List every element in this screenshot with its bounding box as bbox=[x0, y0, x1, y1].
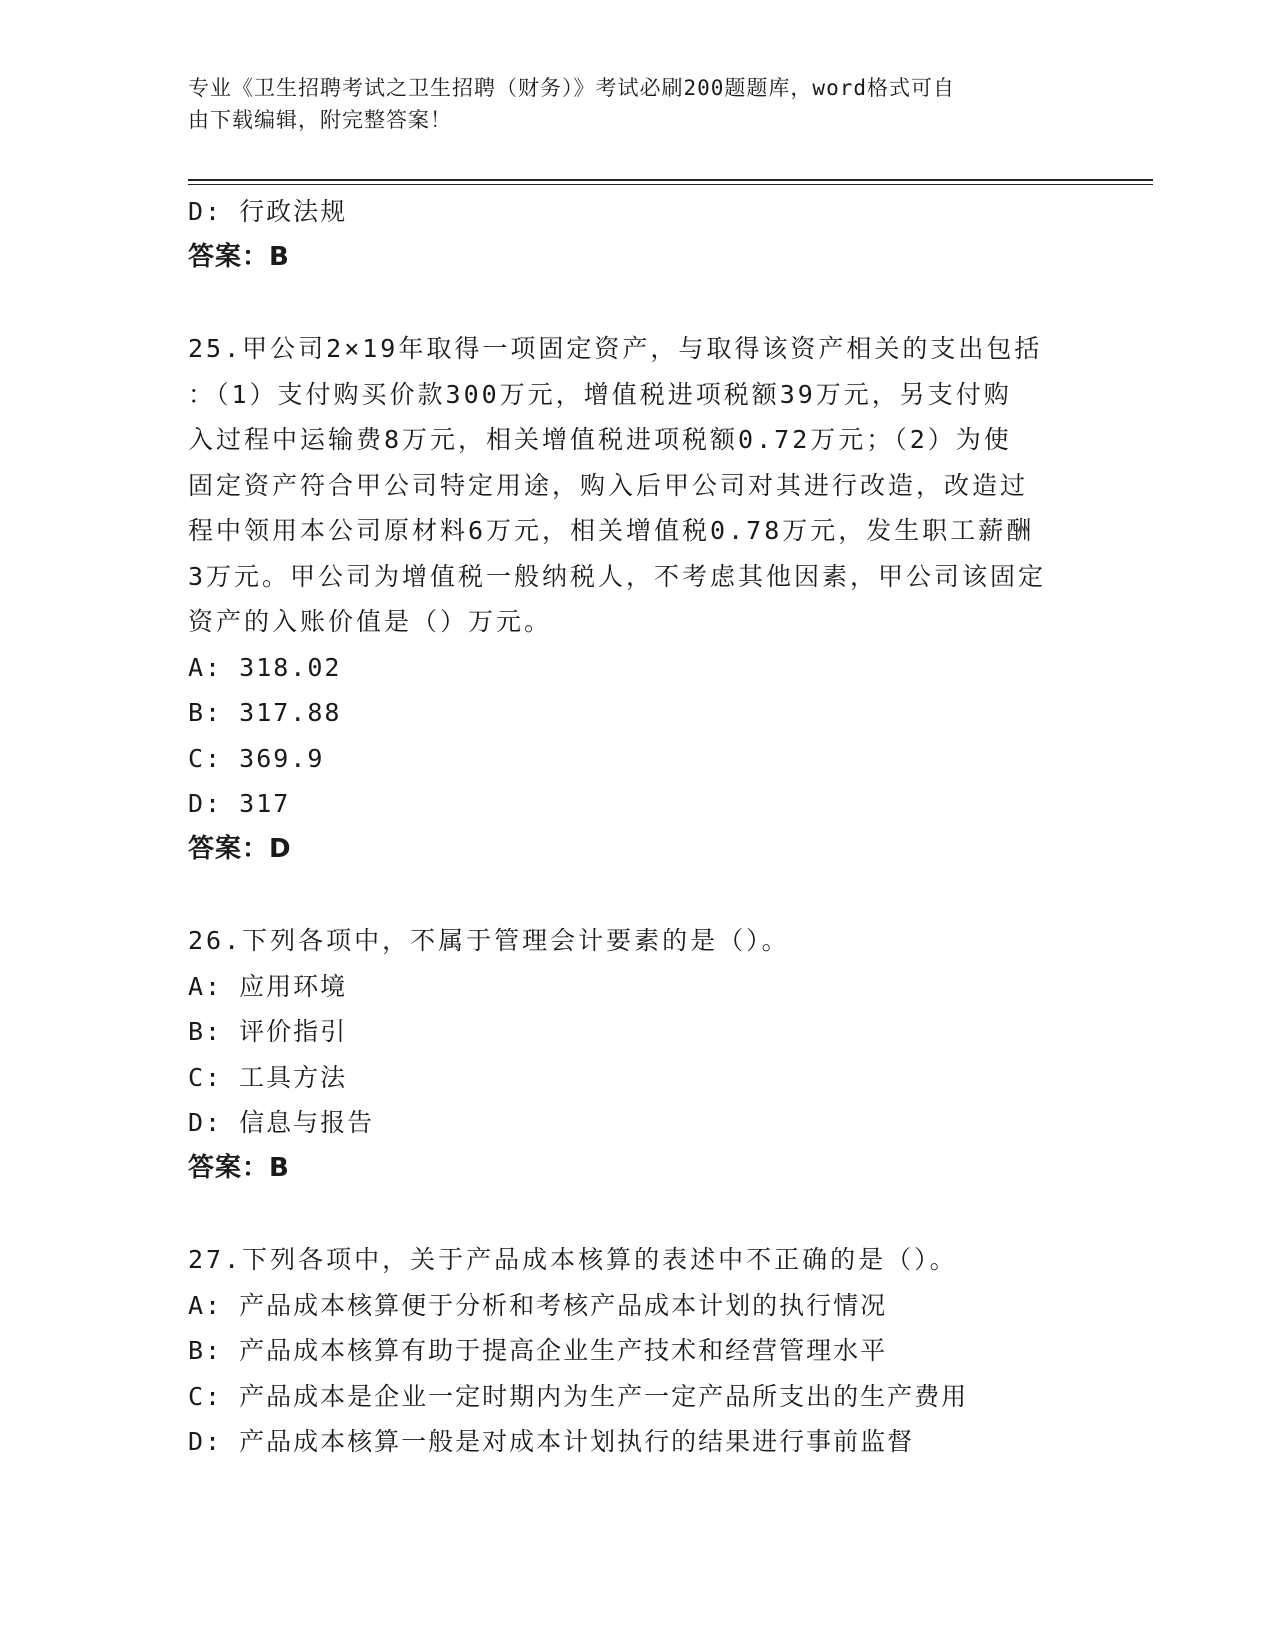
question-25-option-a: A: 318.02 bbox=[188, 652, 342, 682]
question-27-option-d: D: 产品成本核算一般是对成本计划执行的结果进行事前监督 bbox=[188, 1427, 915, 1456]
question-25-option-b: B: 317.88 bbox=[188, 698, 342, 727]
prev-answer: 答案：B bbox=[188, 241, 290, 272]
question-25-line-3: 入过程中运输费8万元，相关增值税进项税额0.72万元；（2）为使 bbox=[188, 425, 1012, 454]
question-25-line-5: 程中领用本公司原材料6万元，相关增值税0.78万元，发生职工薪酬 bbox=[188, 516, 1035, 545]
question-25 bbox=[188, 326, 1153, 872]
question-26-option-d: D: 信息与报告 bbox=[188, 1108, 375, 1137]
question-27-option-a: A: 产品成本核算便于分析和考核产品成本计划的执行情况 bbox=[188, 1290, 888, 1320]
question-25-line-7: 资产的入账价值是（）万元。 bbox=[188, 607, 553, 636]
question-27-option-c: C: 产品成本是企业一定时期内为生产一定产品所支出的生产费用 bbox=[188, 1381, 969, 1411]
question-27-stem: 27.下列各项中，关于产品成本核算的表述中不正确的是（）。 bbox=[188, 1245, 958, 1274]
question-26 bbox=[188, 918, 1153, 1191]
header-line-2: 由下载编辑，附完整答案！ bbox=[188, 108, 452, 132]
prev-option-d: D: 行政法规 bbox=[188, 197, 348, 226]
question-25-line-1: 25.甲公司2×19年取得一项固定资产，与取得该资产相关的支出包括 bbox=[188, 334, 1043, 363]
question-26-stem: 26.下列各项中，不属于管理会计要素的是（）。 bbox=[188, 926, 790, 955]
question-25-line-4: 固定资产符合甲公司特定用途，购入后甲公司对其进行改造，改造过 bbox=[188, 470, 1029, 500]
spacer bbox=[188, 1191, 1153, 1237]
spacer bbox=[188, 280, 1153, 326]
header-rule-thin bbox=[188, 184, 1153, 185]
question-26-option-c: C: 工具方法 bbox=[188, 1062, 348, 1092]
document-body bbox=[188, 189, 1153, 1465]
question-27 bbox=[188, 1237, 1153, 1465]
question-25-line-6: 3万元。甲公司为增值税一般纳税人，不考虑其他因素，甲公司该固定 bbox=[188, 561, 1047, 591]
question-27-option-b: B: 产品成本核算有助于提高企业生产技术和经营管理水平 bbox=[188, 1336, 888, 1365]
question-25-option-d: D: 317 bbox=[188, 789, 291, 818]
header-line-1: 专业《卫生招聘考试之卫生招聘（财务）》考试必刷200题题库，word格式可自 bbox=[188, 76, 955, 100]
header-rule-thick bbox=[188, 179, 1153, 181]
question-26-option-b: B: 评价指引 bbox=[188, 1017, 348, 1046]
question-26-answer: 答案：B bbox=[188, 1152, 290, 1183]
question-25-line-2: ：（1）支付购买价款300万元，增值税进项税额39万元，另支付购 bbox=[188, 379, 1012, 409]
question-26-option-a: A: 应用环境 bbox=[188, 971, 348, 1001]
document-header bbox=[188, 72, 1068, 136]
document-page bbox=[188, 0, 1153, 1650]
question-25-answer: 答案：D bbox=[188, 833, 292, 864]
spacer bbox=[188, 872, 1153, 918]
question-25-option-c: C: 369.9 bbox=[188, 743, 325, 773]
